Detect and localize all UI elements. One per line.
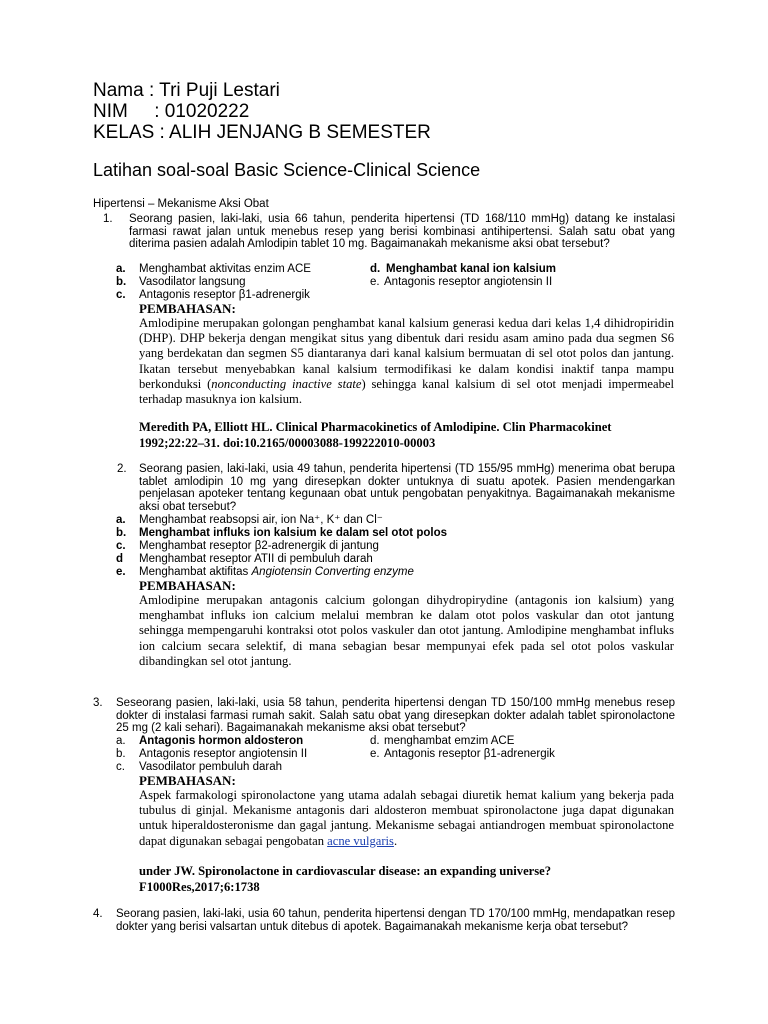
q2-option-c: Menghambat reseptor β2-adrenergik di jantung — [139, 540, 379, 552]
acne-vulgaris-link[interactable]: acne vulgaris — [327, 833, 394, 848]
q3-option-a-label: a. — [116, 735, 126, 747]
q1-explanation-italic: nonconducting inactive state — [211, 376, 362, 391]
q3-option-b-label: b. — [116, 748, 126, 760]
q4-text: Seorang pasien, laki-laki, usia 60 tahun, penderita hipertensi dengan TD 170/100 mmHg, mendapatkan resep dokter yang berisi valsartan untuk ditebus di apotek. Bagaimanakah mekanisme kerja obat tersebut? — [116, 908, 675, 933]
q1-option-a-label: a. — [116, 263, 126, 275]
q1-option-b: Vasodilator langsung — [139, 276, 246, 288]
q3-number: 3. — [93, 697, 103, 709]
q1-option-c-label: c. — [116, 289, 126, 301]
q1-option-d-label: d. — [370, 263, 381, 275]
q1-pembahasan-label: PEMBAHASAN: — [139, 301, 236, 316]
q3-option-e: Antagonis reseptor β1-adrenergik — [384, 748, 555, 760]
student-class: KELAS : ALIH JENJANG B SEMESTER — [93, 122, 431, 143]
q2-option-d-label: d — [116, 553, 124, 565]
q2-option-b-label: b. — [116, 527, 127, 539]
q2-option-e-label: e. — [116, 566, 126, 578]
q1-option-b-label: b. — [116, 276, 127, 288]
q3-option-b: Antagonis reseptor angiotensin II — [139, 748, 308, 760]
q1-text: Seorang pasien, laki-laki, usia 66 tahun, penderita hipertensi (TD 168/110 mmHg) datang ke instalasi farmasi rawat jalan untuk menebus resep yang berisi kombinasi antihipertensi. Salah satu obat yang diterima pasien adalah Amlodipin tablet 10 mg. Bagaimanakah mekanisme aksi obat tersebut? — [129, 213, 675, 250]
q1-number: 1. — [103, 213, 113, 225]
q1-option-e: Antagonis reseptor angiotensin II — [384, 276, 553, 288]
q3-option-d-label: d. — [370, 735, 380, 747]
q1-option-a: Menghambat aktivitas enzim ACE — [139, 263, 311, 275]
q2-option-a: Menghambat reabsopsi air, ion Na⁺, K⁺ dan Cl⁻ — [139, 514, 383, 526]
q1-option-c: Antagonis reseptor β1-adrenergik — [139, 289, 310, 301]
q2-option-d: Menghambat reseptor ATII di pembuluh darah — [139, 553, 373, 565]
q3-option-a: Antagonis hormon aldosteron — [139, 735, 304, 747]
q2-option-e: Menghambat aktifitas Angiotensin Converting enzyme — [139, 566, 414, 578]
q1-option-e-label: e. — [370, 276, 380, 288]
page-title: Latihan soal-soal Basic Science-Clinical Science — [93, 160, 481, 180]
q4-number: 4. — [93, 908, 103, 920]
q3-text: Seseorang pasien, laki-laki, usia 58 tahun, penderita hipertensi dengan TD 150/100 mmHg menebus resep dokter di instalasi farmasi rumah sakit. Salah satu obat yang diresepkan dokter adalah tablet spironolactone 25 mg (2 kali sehari). Bagaimanakah mekanisme aksi obat tersebut? — [116, 697, 675, 734]
q3-pembahasan-label: PEMBAHASAN: — [139, 773, 236, 788]
section-title: Hipertensi – Mekanisme Aksi Obat — [93, 198, 269, 210]
q3-option-e-label: e. — [370, 748, 380, 760]
q1-explanation: Amlodipine merupakan golongan penghambat kanal kalsium generasi kedua dari kelas 1,4 dihidropiridin (DHP). DHP bekerja dengan mengikat situs yang dibentuk dari residu asam amino pada dua segmen S6 yang berdekatan dan segmen S5 diantaranya dari kanal kalsium bermuatan di sel otot polos dan jantung. Ikatan tersebut menyebabkan kanal kalsium termodifikasi ke dalam kondisi inaktif tanpa mampu berkonduksi (nonconducting inactive state) sehingga kanal kalsium di sel otot menjadi impermeabel terhadap masuknya ion kalsium. — [139, 316, 674, 407]
q3-option-c: Vasodilator pembuluh darah — [139, 761, 282, 773]
q3-option-d: menghambat emzim ACE — [384, 735, 515, 747]
q3-option-c-label: c. — [116, 761, 125, 773]
q2-text: Seorang pasien, laki-laki, usia 49 tahun, penderita hipertensi (TD 155/95 mmHg) menerima obat berupa tablet amlodipin 10 mg yang diresepkan dokter untuknya di suatu apotek. Pasien mendengarkan penjelasan apoteker tentang kegunaan obat untuk pengobatan penyakitnya. Bagaimanakah mekanisme aksi obat tersebut? — [139, 463, 675, 513]
q2-option-b: Menghambat influks ion kalsium ke dalam sel otot polos — [139, 527, 448, 539]
student-name: Nama : Tri Puji Lestari — [93, 80, 280, 101]
student-nim: NIM : 01020222 — [93, 101, 250, 122]
q2-number: 2. — [117, 463, 127, 475]
q1-option-d: Menghambat kanal ion kalsium — [386, 263, 556, 275]
q2-pembahasan-label: PEMBAHASAN: — [139, 578, 236, 593]
q2-option-c-label: c. — [116, 540, 126, 552]
q2-option-e-italic: Angiotensin Converting enzyme — [251, 566, 414, 578]
q2-option-a-label: a. — [116, 514, 126, 526]
q1-reference: Meredith PA, Elliott HL. Clinical Pharmacokinetics of Amlodipine. Clin Pharmacokinet 1992;22:22–31. doi:10.2165/00003088-199222010-00003 — [139, 420, 612, 450]
q3-explanation: Aspek farmakologi spironolactone yang utama adalah sebagai diuretik hemat kalium yang bekerja pada tubulus di ginjal. Mekanisme antagonis dari aldosteron membuat spironolactone juga dapat digunakan untuk hiperaldosteronisme dan gagal jantung. Mekanisme sebagai antiandrogen membuat spironolactone dapat digunakan sebagai pengobatan acne vulgaris. — [139, 788, 674, 848]
q3-reference: under JW. Spironolactone in cardiovascular disease: an expanding universe? F1000Res,2017;6:1738 — [139, 864, 552, 894]
q2-explanation: Amlodipine merupakan antagonis calcium golongan dihydropirydine (antagonis ion kalsium) yang menghambat influks ion calcium melalui membran ke dalam otot polos vaskular dan otot jantung sehingga mempengaruhi kontraksi otot polos vaskuler dan otot jantung. Amlodipine menghambat influks ion calcium secara selektif, di mana sebagian besar mempunyai efek pada sel otot polos vaskular dibandingkan sel otot jantung. — [139, 593, 674, 668]
